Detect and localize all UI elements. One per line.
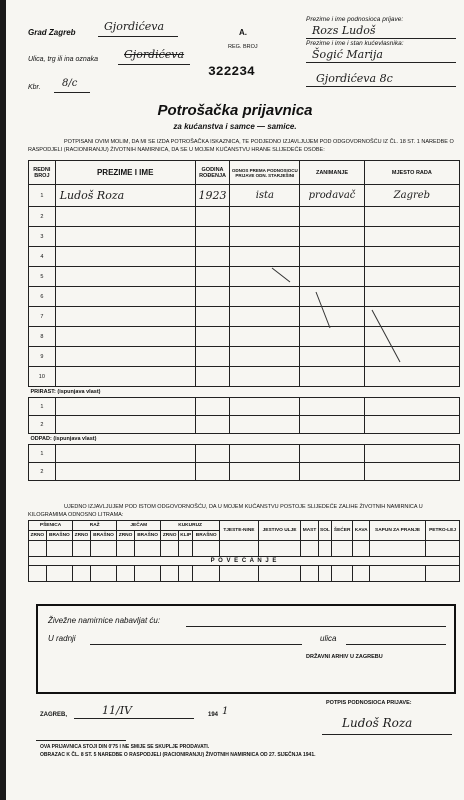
row-number: 8: [29, 327, 56, 347]
group-sol: SOL: [318, 521, 331, 541]
group-ulje: JESTIVO ULJE: [258, 521, 300, 541]
row-number: 3: [29, 227, 56, 247]
reg-broj-label: REG. BROJ: [228, 44, 258, 50]
form-letter: A.: [239, 28, 247, 37]
footer-note-1: OVA PRIJAVNICA STOJI DIN 0'75 I NE SMIJE SE SKUPLJE PRODAVATI.: [40, 744, 210, 750]
prirast-label: PRIRAST: (ispunjava vlast): [29, 387, 460, 398]
col-name: PREZIME I IME: [55, 161, 195, 185]
city-label: Grad Zagreb: [28, 28, 76, 37]
group-tjestenine: TJESTE-NINE: [219, 521, 258, 541]
reserves-text: UJEDNO IZJAVLJUJEM POD ISTOM ODGOVORNOŠĆU, DA U MOJEM KUĆANSTVU POSTOJE SLIJEDEĆE ZALIHE ŽIVOTNIH NAMIRNICA U KILOGRAMIMA ODNOSNO LITRAMA:: [28, 504, 423, 518]
date-value: 11/IV: [102, 704, 132, 717]
person-work: Zagreb: [364, 185, 459, 207]
owner-name-value: Rozs Ludoš: [312, 24, 376, 37]
year-label: 194: [208, 712, 219, 718]
col-work: MJESTO RADA: [364, 161, 459, 185]
year-digit: 1: [222, 706, 229, 717]
owner-name-label: Prezime i ime podnosioca prijave:: [306, 16, 404, 23]
group-petrolej: PETRO-LEJ: [426, 521, 460, 541]
reg-number: 322234: [208, 64, 255, 79]
reserves-table: [28, 520, 460, 582]
sub-zrno: ZRNO: [161, 531, 179, 541]
row-number: 2: [29, 463, 56, 481]
row-number: 7: [29, 307, 56, 327]
sub-klip: KLIP: [179, 531, 193, 541]
sub-zrno: ZRNO: [29, 531, 47, 541]
sub-brasno: BRAŠNO: [46, 531, 72, 541]
purchase-box: [36, 604, 456, 694]
row-number: 1: [29, 445, 56, 463]
purchase-label: Živežne namirnice nabavljat ću:: [48, 616, 161, 625]
street-handwriting-top: Gjordićeva: [104, 20, 165, 33]
landlord-label: Prezime i ime i stan kućevlasnika:: [306, 40, 404, 47]
sub-zrno: ZRNO: [117, 531, 135, 541]
group-jecam: JEČAM: [117, 521, 161, 531]
sub-brasno: BRAŠNO: [193, 531, 219, 541]
intro-text: POTPISANI OVIM MOLIM, DA MI SE IZDA POTROŠAČKA ISKAZNICA, TE PODJEDNO IZJAVLJUJEM POD ODGOVORNOŠĆU IZ ČL. 18 ST. 1 NAREDBE O RASPODJELI (RACIONIRANJU) ŽIVOTNIH NAMIRNICA, DA SE U MOJEM KUĆANSTVU HRANE SLIJEDEĆE OSOBE:: [28, 139, 454, 153]
col-year: GODINA ROĐENJA: [195, 161, 230, 185]
row-number: 1: [29, 185, 56, 207]
row-number: 6: [29, 287, 56, 307]
street-purchase-label: ulica: [320, 634, 337, 643]
group-secer: ŠEĆER: [332, 521, 353, 541]
archive-stamp: DRŽAVNI ARHIV U ZAGREBU: [306, 654, 383, 660]
kbr-value: 8/c: [62, 78, 78, 89]
sub-brasno: BRAŠNO: [134, 531, 160, 541]
person-year: 1923: [195, 185, 230, 207]
street-handwriting: Gjordićeva: [124, 48, 185, 61]
col-redni: REDNI BROJ: [29, 161, 56, 185]
footer-note-2: OBRAZAC K ČL. 8 ST. 5 NAREDBE O RASPODJELI (RACIONIRANJU) ŽIVOTNIH NAMIRNICA OD 27. SIJEČNJA 1941.: [40, 752, 316, 758]
sub-zrno: ZRNO: [73, 531, 91, 541]
signature: Ludoš Roza: [342, 716, 413, 730]
form-title: Potrošačka prijavnica: [157, 102, 313, 119]
group-mast: MAST: [301, 521, 319, 541]
place-label: ZAGREB,: [40, 712, 67, 718]
row-number: 5: [29, 267, 56, 287]
col-relation: ODNOS PREMA PODNOSIOCU PRIJAVE ODN. STARJEŠINI: [230, 161, 300, 185]
landlord-value: Šogić Marija: [312, 48, 383, 61]
form-subtitle: za kućanstva i samce — samice.: [173, 122, 297, 131]
group-kava: KAVA: [353, 521, 370, 541]
row-number: 9: [29, 347, 56, 367]
person-name: Ludoš Roza: [55, 185, 195, 207]
col-job: ZANIMANJE: [300, 161, 364, 185]
person-job: prodavač: [300, 185, 364, 207]
person-relation: ista: [230, 185, 300, 207]
shop-label: U radnji: [48, 634, 76, 643]
cancel-strokes: [28, 160, 460, 500]
row-number: 1: [29, 398, 56, 416]
group-psenica: PŠENICA: [29, 521, 73, 531]
odpad-label: ODPAD: (ispunjava vlast): [29, 434, 460, 445]
row-number: 4: [29, 247, 56, 267]
group-kukuruz: KUKURUZ: [161, 521, 220, 531]
row-number: 2: [29, 207, 56, 227]
landlord-address: Gjordićeva 8c: [316, 72, 393, 85]
sub-brasno: BRAŠNO: [90, 531, 116, 541]
row-number: 10: [29, 367, 56, 387]
signature-label: POTPIS PODNOSIOCA PRIJAVE:: [326, 700, 412, 706]
row-number: 2: [29, 416, 56, 434]
street-label: Ulica, trg ili ina oznaka: [28, 56, 99, 63]
group-sapun: SAPUN ZA PRANJE: [370, 521, 426, 541]
kbr-label: Kbr.: [28, 84, 41, 91]
povecanje-label: P O V E Ć A N J E: [29, 557, 460, 566]
group-raz: RAŽ: [73, 521, 117, 531]
